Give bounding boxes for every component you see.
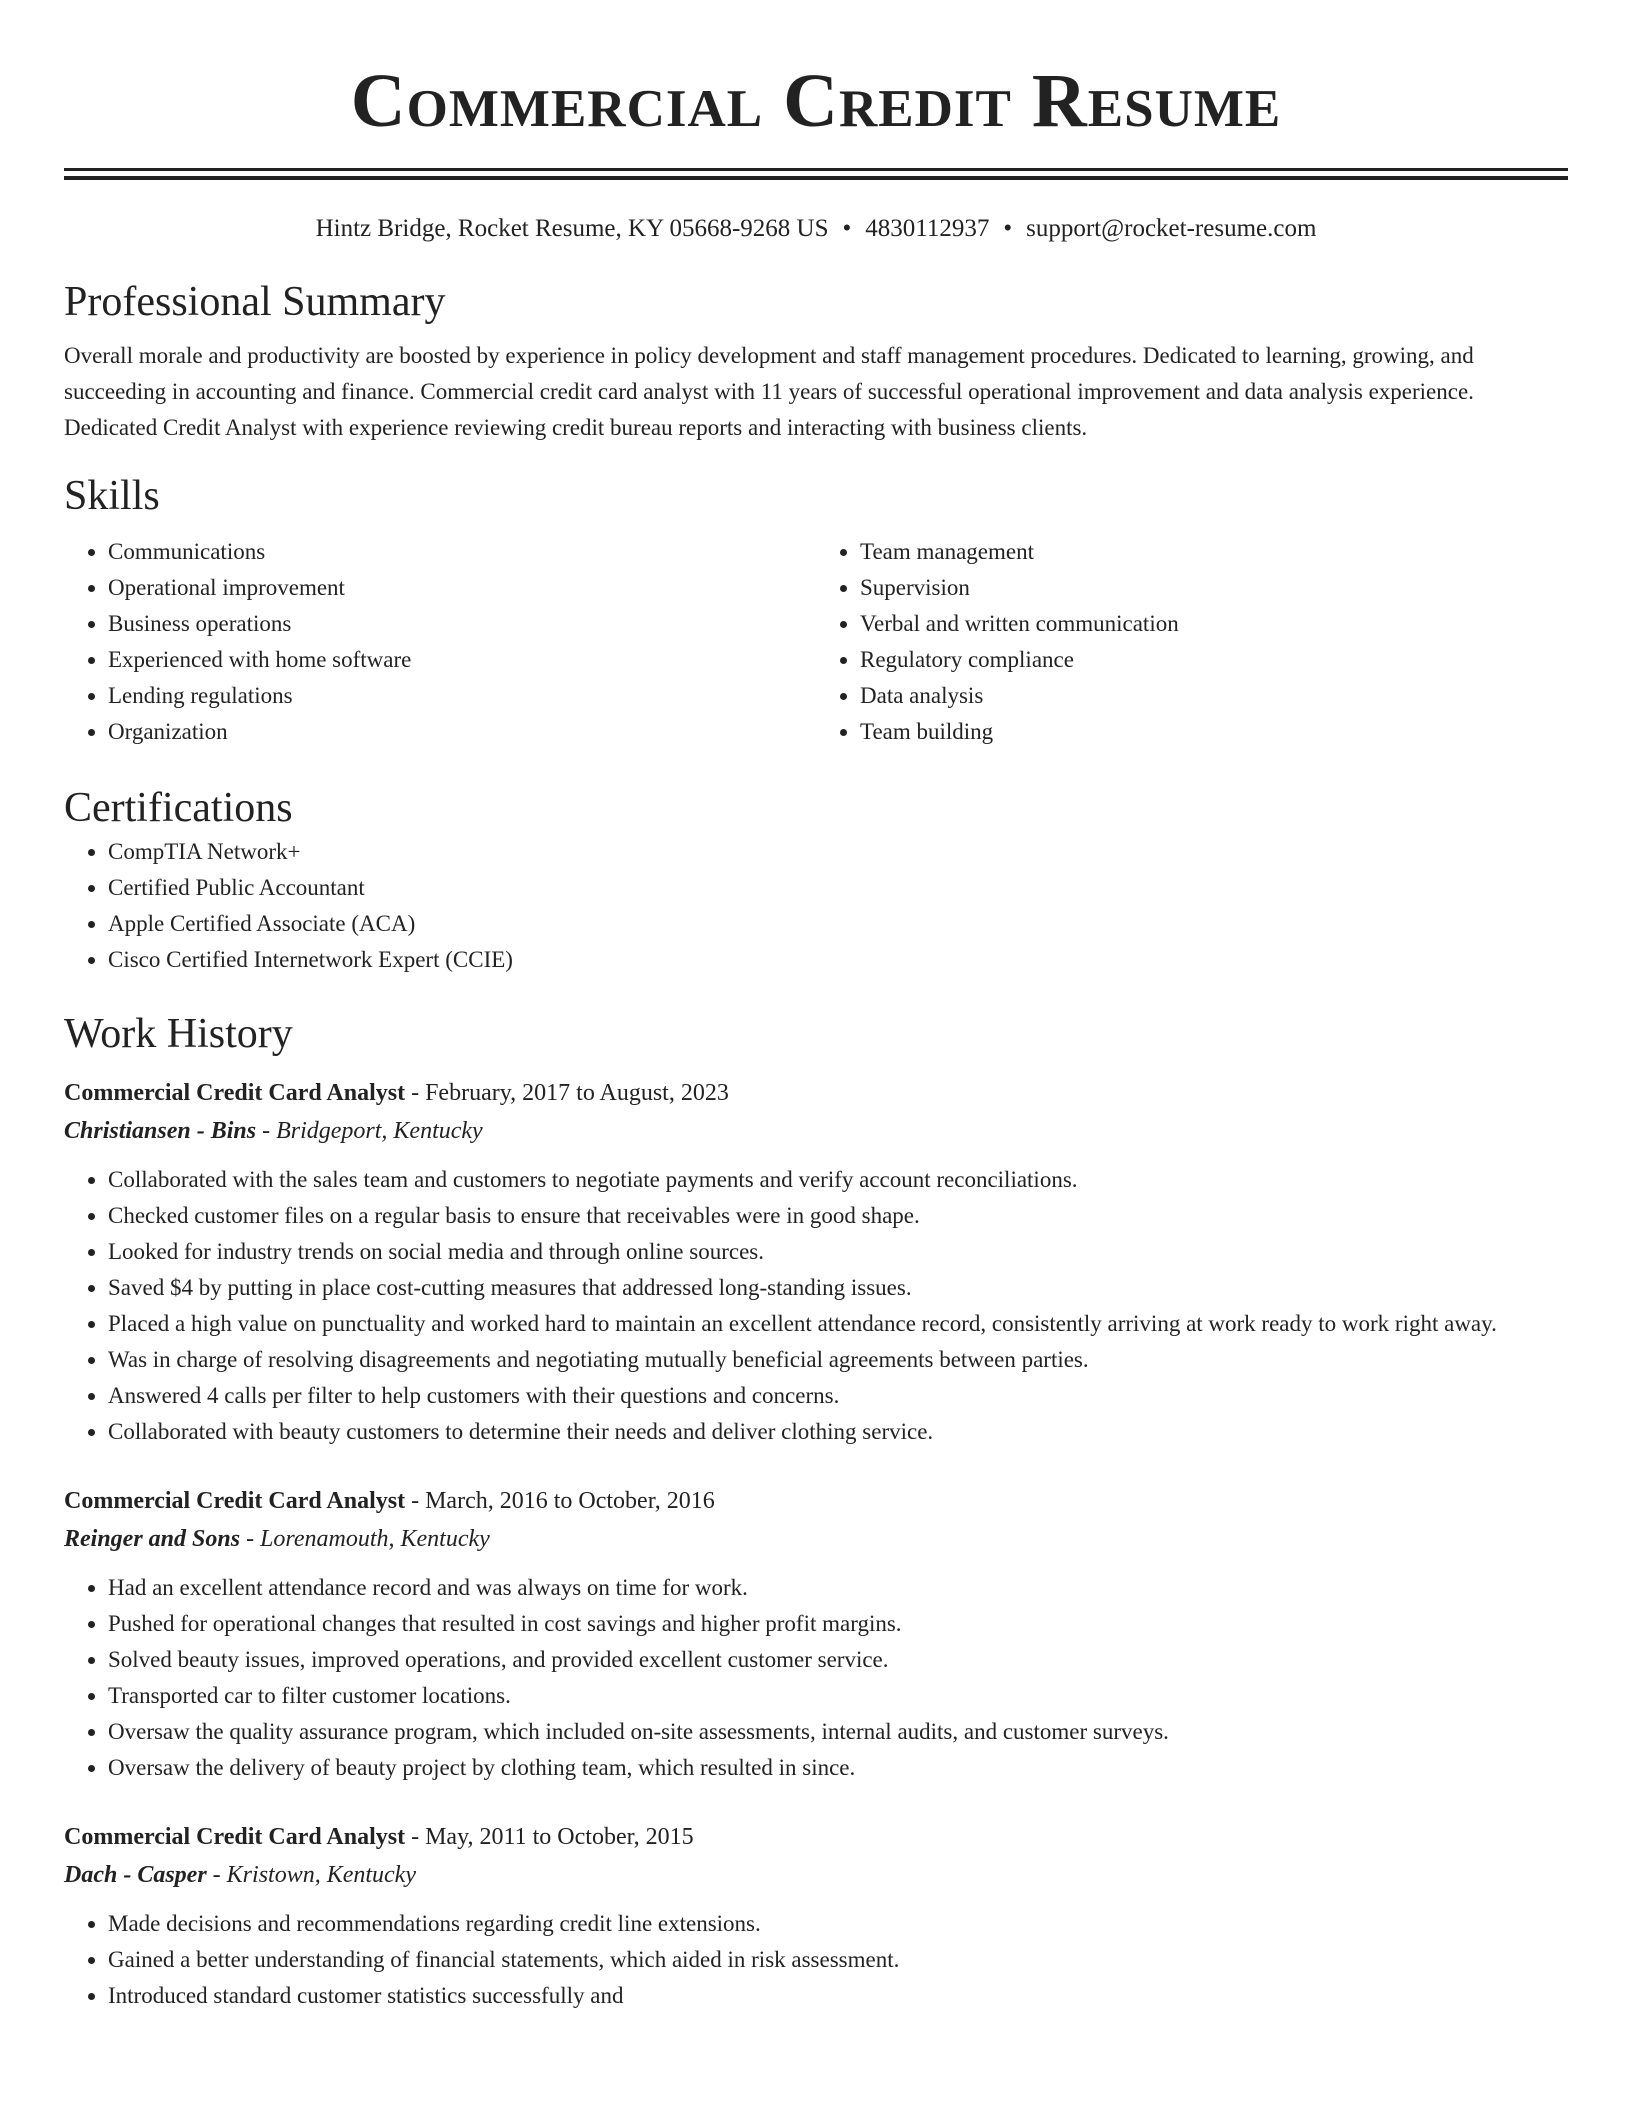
job-company-line: Reinger and Sons - Lorenamouth, Kentucky: [64, 1526, 490, 1552]
job-duty: • Collaborated with the sales team and customers to negotiate payments and verify account reconciliations.: [108, 1162, 1568, 1198]
job-duty: • Answered 4 calls per filter to help customers with their questions and concerns.: [108, 1378, 1568, 1414]
skill-item: • Lending regulations: [108, 678, 816, 714]
job-duties-list: [64, 1162, 1568, 1450]
job-company: Reinger and Sons: [64, 1526, 241, 1552]
job-duties-list: [64, 1570, 1568, 1786]
job-duty: • Checked customer files on a regular basis to ensure that receivables were in good shape.: [108, 1198, 1568, 1234]
skills-column-right: [816, 534, 1568, 750]
certification-item: • Cisco Certified Internetwork Expert (CCIE): [108, 942, 1568, 978]
job-dates: May, 2011 to October, 2015: [425, 1824, 694, 1850]
job-title-line: Commercial Credit Card Analyst - May, 2011 to October, 2015: [64, 1824, 694, 1850]
certification-item: • Apple Certified Associate (ACA): [108, 906, 1568, 942]
skill-item: • Verbal and written communication: [860, 606, 1568, 642]
skills-list: [64, 534, 1568, 750]
job-entry: [64, 1482, 1568, 1786]
job-company-line: Christiansen - Bins - Bridgeport, Kentucky: [64, 1118, 483, 1144]
contact-separator: •: [842, 215, 852, 242]
job-duty: • Collaborated with beauty customers to determine their needs and deliver clothing service.: [108, 1414, 1568, 1450]
skill-item: • Operational improvement: [108, 570, 816, 606]
job-location: Lorenamouth, Kentucky: [260, 1526, 490, 1552]
job-entry: [64, 1074, 1568, 1450]
job-duty: • Solved beauty issues, improved operations, and provided excellent customer service.: [108, 1642, 1568, 1678]
contact-address: Hintz Bridge, Rocket Resume, KY 05668-9268 US: [315, 215, 829, 242]
job-dates: February, 2017 to August, 2023: [425, 1080, 729, 1106]
resume-title: Commercial Credit Resume: [350, 59, 1282, 143]
contact-phone: 4830112937: [865, 215, 990, 242]
job-location: Bridgeport, Kentucky: [276, 1118, 483, 1144]
skill-item: • Organization: [108, 714, 816, 750]
job-title-line: Commercial Credit Card Analyst - February, 2017 to August, 2023: [64, 1080, 729, 1106]
job-entry: [64, 1818, 1568, 2014]
job-dates: March, 2016 to October, 2016: [425, 1488, 715, 1514]
contact-line: [64, 212, 1568, 246]
job-company-line: Dach - Casper - Kristown, Kentucky: [64, 1862, 416, 1888]
skill-item: • Data analysis: [860, 678, 1568, 714]
job-duties-list: [64, 1906, 1568, 2014]
job-duty: • Introduced standard customer statistics successfully and: [108, 1978, 1568, 2014]
job-duty: • Looked for industry trends on social media and through online sources.: [108, 1234, 1568, 1270]
job-duty: • Oversaw the quality assurance program, which included on-site assessments, internal audits, and customer surveys.: [108, 1714, 1568, 1750]
certifications-heading: Certifications: [64, 785, 293, 831]
certification-item: • CompTIA Network+: [108, 834, 1568, 870]
summary-text: Overall morale and productivity are boosted by experience in policy development and staff management procedures. Dedicated to learning, growing, and succeeding in accounting and finance. Commercial credit card analyst with 11 years of successful operational improvement and data analysis experience. Dedicated Credit Analyst with experience reviewing credit bureau reports and interacting with business clients.: [64, 343, 1474, 440]
job-company: Dach - Casper: [64, 1862, 207, 1888]
skill-item: • Experienced with home software: [108, 642, 816, 678]
job-duty: • Made decisions and recommendations regarding credit line extensions.: [108, 1906, 1568, 1942]
skills-column-left: [64, 534, 816, 750]
certifications-list: [64, 834, 1568, 978]
job-duty: • Was in charge of resolving disagreements and negotiating mutually beneficial agreements between parties.: [108, 1342, 1568, 1378]
job-duty: • Had an excellent attendance record and was always on time for work.: [108, 1570, 1568, 1606]
contact-separator: •: [1003, 215, 1013, 242]
skill-item: • Communications: [108, 534, 816, 570]
skill-item: • Regulatory compliance: [860, 642, 1568, 678]
job-role: Commercial Credit Card Analyst: [64, 1080, 406, 1106]
job-company: Christiansen - Bins: [64, 1118, 257, 1144]
contact-email: support@rocket-resume.com: [1026, 215, 1317, 242]
skill-item: • Team building: [860, 714, 1568, 750]
skills-heading: Skills: [64, 473, 160, 519]
summary-heading: Professional Summary: [64, 279, 446, 325]
certification-item: • Certified Public Accountant: [108, 870, 1568, 906]
skill-item: • Team management: [860, 534, 1568, 570]
job-duty: • Gained a better understanding of financial statements, which aided in risk assessment.: [108, 1942, 1568, 1978]
job-location: Kristown, Kentucky: [226, 1862, 416, 1888]
job-role: Commercial Credit Card Analyst: [64, 1824, 406, 1850]
skill-item: • Supervision: [860, 570, 1568, 606]
job-role: Commercial Credit Card Analyst: [64, 1488, 406, 1514]
work-history-heading: Work History: [64, 1011, 293, 1057]
job-duty: • Transported car to filter customer locations.: [108, 1678, 1568, 1714]
job-duty: • Pushed for operational changes that resulted in cost savings and higher profit margins.: [108, 1606, 1568, 1642]
job-title-line: Commercial Credit Card Analyst - March, 2016 to October, 2016: [64, 1488, 715, 1514]
title-divider: [64, 168, 1568, 180]
job-duty: • Saved $4 by putting in place cost-cutting measures that addressed long-standing issues.: [108, 1270, 1568, 1306]
job-duty: • Oversaw the delivery of beauty project by clothing team, which resulted in since.: [108, 1750, 1568, 1786]
skill-item: • Business operations: [108, 606, 816, 642]
job-duty: • Placed a high value on punctuality and worked hard to maintain an excellent attendance record, consistently arriving at work ready to work right away.: [108, 1306, 1568, 1342]
